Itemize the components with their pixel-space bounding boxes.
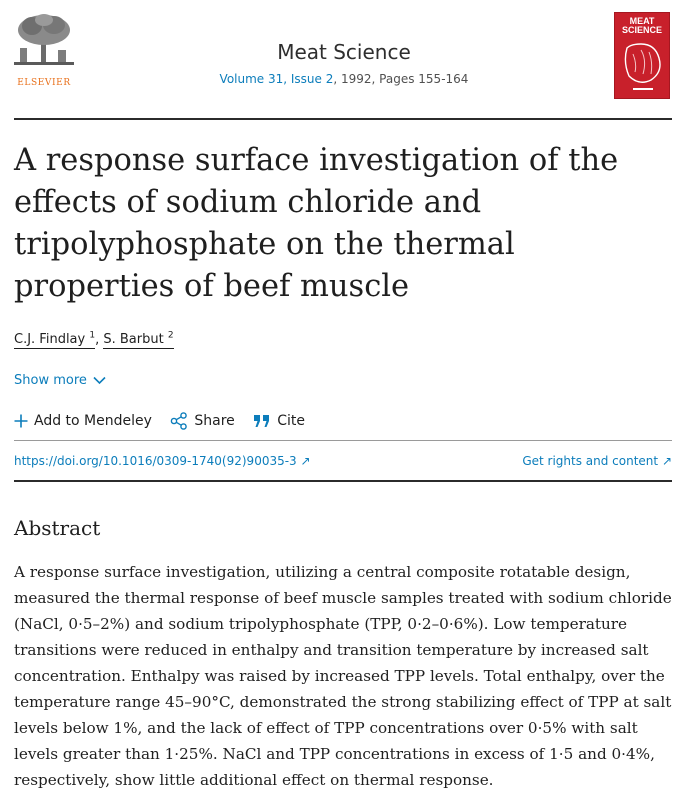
elsevier-tree-logo[interactable] [14, 12, 74, 88]
cite-label: Cite [277, 413, 306, 429]
article-actions [14, 412, 319, 430]
doi-text: https://doi.org/10.1016/0309-1740(92)90035-3 [14, 454, 297, 468]
abstract-heading: Abstract [14, 516, 101, 540]
chevron-down-icon [93, 376, 106, 385]
author-name: C.J. Findlay [14, 332, 86, 348]
author-affiliation-marker[interactable]: 2 [167, 331, 174, 341]
author-link[interactable] [103, 332, 173, 349]
share-icon [170, 412, 188, 430]
plus-icon [14, 414, 28, 428]
author-separator: , [95, 332, 104, 348]
cover-illustration [621, 40, 665, 92]
external-link-icon: ↗ [661, 454, 672, 468]
abstract-text: A response surface investigation, utilizing a central composite rotatable design, measured the thermal response of beef muscle samples treated with sodium chloride (NaCl, 0·5–2%) and sodium tripolyphosphate (TPP, 0·2–0·6%). Low temperature transitions were reduced in enthalpy and transition temperature by increased salt concentration. Enthalpy was raised by increased TPP levels. Total enthalpy, over the temperature range 45–90°C, demonstrated the strong stabilizing effect of TPP at salt levels below 1%, and the lack of effect of TPP concentrations over 0·5% with salt levels greater than 1·25%. NaCl and TPP concentrations in excess of 1·5 and 0·4%, respectively, show little additional effect on thermal response. [14, 563, 672, 789]
cover-title-line2: SCIENCE [621, 25, 662, 35]
actions-divider [14, 440, 672, 441]
mendeley-label: Add to Mendeley [34, 413, 152, 429]
author-affiliation-marker[interactable]: 1 [89, 331, 96, 341]
rights-and-content-link[interactable] [522, 454, 672, 468]
quote-icon [253, 414, 271, 428]
rights-text: Get rights and content [522, 454, 659, 468]
journal-issue-info [144, 72, 544, 86]
article-title: A response surface investigation of the effects of sodium chloride and tripolyphosphate on the thermal properties of beef muscle [14, 143, 619, 304]
volume-issue-link[interactable]: Volume 31, Issue 2 [219, 72, 334, 86]
show-more-label: Show more [14, 373, 87, 388]
share-label: Share [194, 413, 235, 429]
external-link-icon: ↗ [300, 454, 311, 468]
journal-title[interactable]: Meat Science [277, 40, 411, 64]
cite-button[interactable] [253, 413, 305, 429]
year-pages: , 1992, Pages 155-164 [333, 72, 469, 86]
show-more-button[interactable] [14, 373, 106, 388]
author-list [14, 331, 174, 347]
publisher-name: ELSEVIER [17, 78, 71, 88]
cover-title [615, 17, 669, 35]
header-divider [14, 118, 672, 120]
share-button[interactable] [170, 412, 234, 430]
doi-row [14, 454, 672, 468]
journal-cover-image[interactable] [614, 12, 670, 99]
add-to-mendeley-button[interactable] [14, 413, 152, 429]
doi-link[interactable] [14, 454, 311, 468]
author-link[interactable] [14, 332, 95, 349]
journal-header [14, 0, 672, 118]
cover-title-line1: MEAT [629, 16, 655, 26]
author-name: S. Barbut [103, 332, 164, 348]
journal-info-block [144, 40, 544, 86]
abstract-divider [14, 480, 672, 482]
article-page [14, 0, 672, 800]
